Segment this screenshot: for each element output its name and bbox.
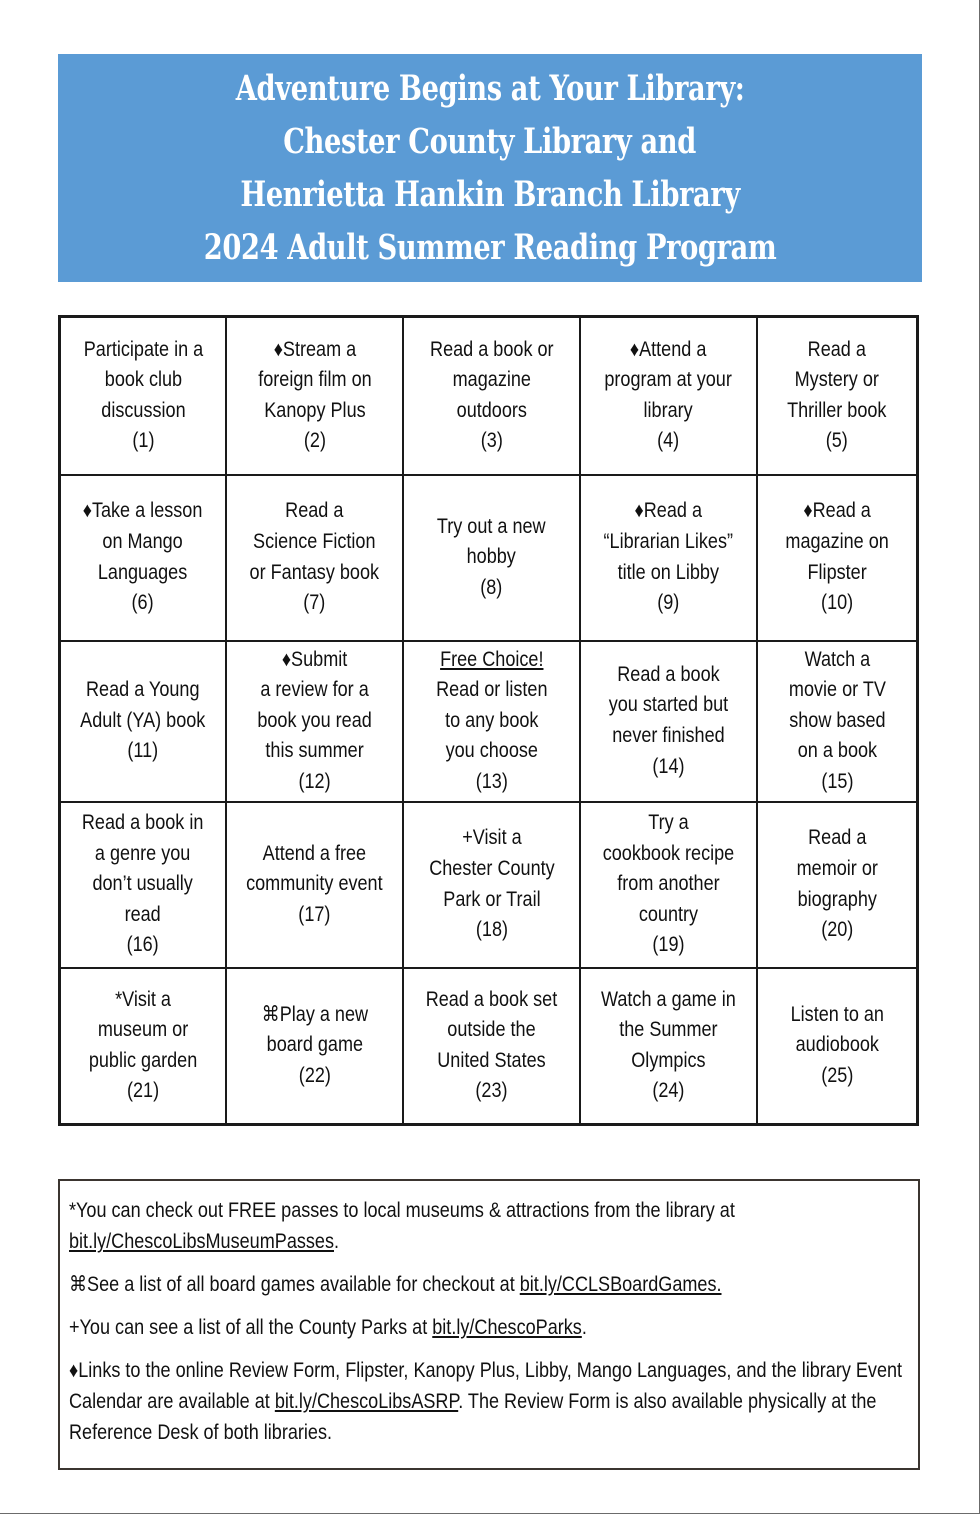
bingo-square[interactable]: [60, 968, 227, 1125]
square-text-line: never finished: [612, 724, 725, 747]
square-text-line: movie or TV: [788, 678, 886, 702]
bingo-square[interactable]: [60, 317, 227, 475]
bingo-square[interactable]: [226, 968, 403, 1125]
square-text-line: Attend a free: [262, 841, 367, 865]
grid-row: [60, 802, 918, 968]
square-text-line: Mystery or: [794, 368, 880, 392]
bingo-square[interactable]: [403, 475, 580, 641]
square-number: (17): [298, 902, 331, 926]
square-text-line: cookbook recipe: [602, 841, 735, 865]
square-content: [429, 823, 554, 945]
bingo-square[interactable]: [226, 802, 403, 968]
square-text-line: board game: [266, 1033, 363, 1057]
square-text-line: ♦Submit: [281, 647, 348, 671]
square-text-line: Languages: [98, 560, 188, 584]
note-board-games: ⌘See a list of all board games available for checkout at bit.ly/CCLSBoardGames.: [69, 1273, 722, 1296]
square-content: [246, 839, 383, 931]
square-number: (9): [657, 591, 680, 615]
bingo-square[interactable]: [757, 802, 918, 968]
square-number: (18): [475, 918, 508, 942]
square-text-line: a review for a: [260, 678, 369, 702]
square-text-line: country: [638, 902, 699, 926]
square-content: [796, 823, 877, 945]
bingo-square[interactable]: [403, 968, 580, 1125]
bingo-square[interactable]: [403, 641, 580, 802]
square-text-line: United States: [437, 1048, 546, 1072]
square-text-line: foreign film on: [257, 368, 372, 392]
square-text-line: magazine on: [785, 529, 889, 553]
square-content: [83, 335, 202, 457]
square-text-line: book club: [104, 368, 182, 392]
square-text-line: Read a book in: [82, 811, 204, 835]
square-number: (16): [126, 933, 160, 957]
banner-title-line-1: Adventure Begins at Your Library:: [235, 68, 745, 109]
square-heading: Free Choice!: [439, 647, 544, 671]
square-number: (3): [480, 429, 503, 453]
square-content: [258, 335, 371, 457]
square-content: [601, 985, 736, 1107]
square-text-line: Thriller book: [787, 398, 887, 422]
square-content: [790, 1000, 883, 1092]
footnotes-box: [58, 1179, 920, 1470]
banner-title-line-4: 2024 Adult Summer Reading Program: [203, 227, 777, 268]
square-content: [437, 512, 546, 604]
square-text-line: Read a: [807, 826, 867, 850]
banner-title-line-2: Chester County Library and: [283, 121, 697, 162]
square-text-line: Olympics: [631, 1048, 706, 1072]
square-number: (12): [298, 769, 331, 793]
square-text-line: Read a: [285, 499, 344, 523]
square-text-line: audiobook: [795, 1033, 879, 1057]
square-text-line: public garden: [88, 1048, 198, 1072]
bingo-square[interactable]: [226, 641, 403, 802]
square-text-line: hobby: [466, 545, 517, 569]
square-text-line: a genre you: [95, 841, 191, 865]
link-board-games[interactable]: bit.ly/CCLSBoardGames.: [519, 1273, 722, 1296]
bingo-square[interactable]: [580, 802, 757, 968]
square-text-line: the Summer: [619, 1018, 718, 1042]
square-text-line: don’t usually: [92, 872, 194, 896]
square-number: (20): [820, 918, 854, 942]
square-number: (25): [820, 1064, 854, 1088]
square-number: (13): [475, 769, 508, 793]
grid-row: [60, 317, 918, 475]
square-number: (6): [131, 591, 155, 615]
square-text-line: Read a book: [617, 662, 720, 686]
square-text-line: book you read: [257, 708, 372, 732]
square-text-line: +Visit a: [461, 826, 522, 850]
banner-title-line-3: Henrietta Hankin Branch Library: [240, 174, 740, 215]
grid-row: [60, 641, 918, 802]
bingo-square[interactable]: [60, 475, 227, 641]
square-number: (15): [820, 769, 854, 793]
square-text-line: Try a: [648, 811, 689, 835]
square-content: [89, 985, 197, 1107]
square-content: [261, 1000, 367, 1092]
square-text-line: on Mango: [102, 529, 184, 553]
bingo-square[interactable]: [757, 968, 918, 1125]
square-text-line: discussion: [100, 398, 186, 422]
square-text-line: Watch a game in: [601, 987, 736, 1011]
square-content: [787, 335, 886, 457]
square-text-line: this summer: [265, 739, 364, 763]
square-text-line: program at your: [604, 368, 733, 392]
square-text-line: Flipster: [807, 560, 867, 584]
square-number: (5): [825, 429, 849, 453]
square-text-line: ♦Read a: [803, 499, 871, 523]
square-text-line: “Librarian Likes”: [603, 529, 734, 553]
bingo-square[interactable]: [226, 317, 403, 475]
reading-bingo-grid: [58, 315, 919, 1126]
square-content: [82, 808, 204, 961]
square-text-line: title on Libby: [617, 560, 720, 584]
square-number: (22): [298, 1064, 331, 1088]
square-text-line: on a book: [797, 739, 877, 763]
square-text-line: from another: [617, 872, 720, 896]
square-text-line: or Fantasy book: [249, 560, 380, 584]
square-text-line: Listen to an: [790, 1002, 884, 1026]
square-content: [603, 808, 735, 961]
square-text-line: Park or Trail: [442, 887, 541, 911]
note-county-parks: +You can see a list of all the County Parks at bit.ly/ChescoParks.: [69, 1316, 587, 1339]
square-content: [605, 335, 732, 457]
square-content: [83, 496, 203, 618]
square-number: (19): [652, 933, 685, 957]
square-number: (10): [820, 591, 854, 615]
bingo-square[interactable]: [757, 475, 918, 641]
grid-row: [60, 968, 918, 1125]
square-number: (7): [303, 591, 326, 615]
square-text-line: magazine: [452, 368, 531, 392]
square-text-line: ♦Stream a: [273, 337, 356, 361]
bingo-square[interactable]: [226, 475, 403, 641]
square-text-line: Kanopy Plus: [263, 398, 366, 422]
bingo-square[interactable]: [580, 968, 757, 1125]
square-number: (11): [127, 739, 159, 763]
square-number: (2): [303, 429, 326, 453]
bingo-square[interactable]: [580, 475, 757, 641]
square-content: [250, 496, 380, 618]
bingo-square[interactable]: [403, 802, 580, 968]
square-text-line: outside the: [447, 1018, 536, 1042]
bingo-square[interactable]: [60, 641, 227, 802]
square-text-line: library: [643, 398, 694, 422]
note-museum-passes: *You can check out FREE passes to local museums & attractions from the library at bit.ly/ChescoLibsMuseumPasses.: [69, 1199, 735, 1253]
square-text-line: *Visit a: [115, 987, 171, 1011]
square-content: [604, 496, 733, 618]
square-text-line: Science Fiction: [253, 529, 376, 553]
square-text-line: museum or: [97, 1018, 189, 1042]
square-text-line: Watch a: [804, 647, 870, 671]
square-text-line: you started but: [608, 693, 729, 717]
square-number: (23): [475, 1079, 508, 1103]
square-text-line: Participate in a: [83, 337, 203, 361]
bingo-square[interactable]: [757, 317, 918, 475]
bingo-square[interactable]: [580, 317, 757, 475]
note-online-links: ♦Links to the online Review Form, Flipster, Kanopy Plus, Libby, Mango Languages, and the library Event Calendar are available at bit.ly/ChescoLibsASRP. The Review Form is also available physically at the Reference Desk of both libraries.: [69, 1359, 903, 1444]
bingo-square[interactable]: [403, 317, 580, 475]
square-content: [257, 645, 371, 798]
square-content: [785, 496, 888, 618]
square-number: (24): [652, 1079, 685, 1103]
square-text-line: Read a book or: [429, 337, 554, 361]
square-text-line: Chester County: [428, 856, 555, 880]
square-number: (1): [131, 429, 155, 453]
square-content: [426, 985, 558, 1107]
bingo-square[interactable]: [757, 641, 918, 802]
bingo-square[interactable]: [580, 641, 757, 802]
square-text-line: biography: [797, 887, 877, 911]
square-text-line: ♦Take a lesson: [83, 499, 203, 523]
square-text-line: Adult (YA) book: [80, 708, 206, 732]
bingo-square[interactable]: [60, 802, 227, 968]
square-text-line: memoir or: [796, 856, 878, 880]
link-county-parks[interactable]: bit.ly/ChescoParks: [432, 1316, 582, 1339]
square-text-line: outdoors: [456, 398, 527, 422]
square-text-line: Read a book set: [425, 987, 558, 1011]
square-number: (4): [657, 429, 680, 453]
square-text-line: ⌘Play a new: [261, 1002, 368, 1026]
square-number: (21): [126, 1079, 160, 1103]
square-text-line: Read a: [807, 337, 867, 361]
square-text-line: show based: [788, 708, 886, 732]
square-text-line: ♦Attend a: [630, 337, 707, 361]
square-content: [788, 645, 885, 798]
square-content: [430, 335, 554, 457]
square-content: [80, 675, 205, 767]
square-text-line: you choose: [445, 739, 538, 763]
title-banner: [58, 54, 922, 282]
link-asrp[interactable]: bit.ly/ChescoLibsASRP: [274, 1390, 459, 1413]
square-text-line: Read a Young: [86, 678, 200, 702]
square-text-line: to any book: [444, 708, 539, 732]
square-text-line: ♦Read a: [634, 499, 703, 523]
square-text-line: Read or listen: [435, 678, 548, 702]
square-text-line: read: [124, 902, 162, 926]
square-text-line: Try out a new: [437, 514, 546, 538]
grid-row: [60, 475, 918, 641]
square-number: (8): [480, 575, 503, 599]
square-content: [609, 660, 728, 782]
square-text-line: community event: [246, 872, 383, 896]
link-museum-passes[interactable]: bit.ly/ChescoLibsMuseumPasses: [69, 1230, 335, 1253]
square-number: (14): [652, 754, 685, 778]
square-content: [436, 645, 547, 798]
